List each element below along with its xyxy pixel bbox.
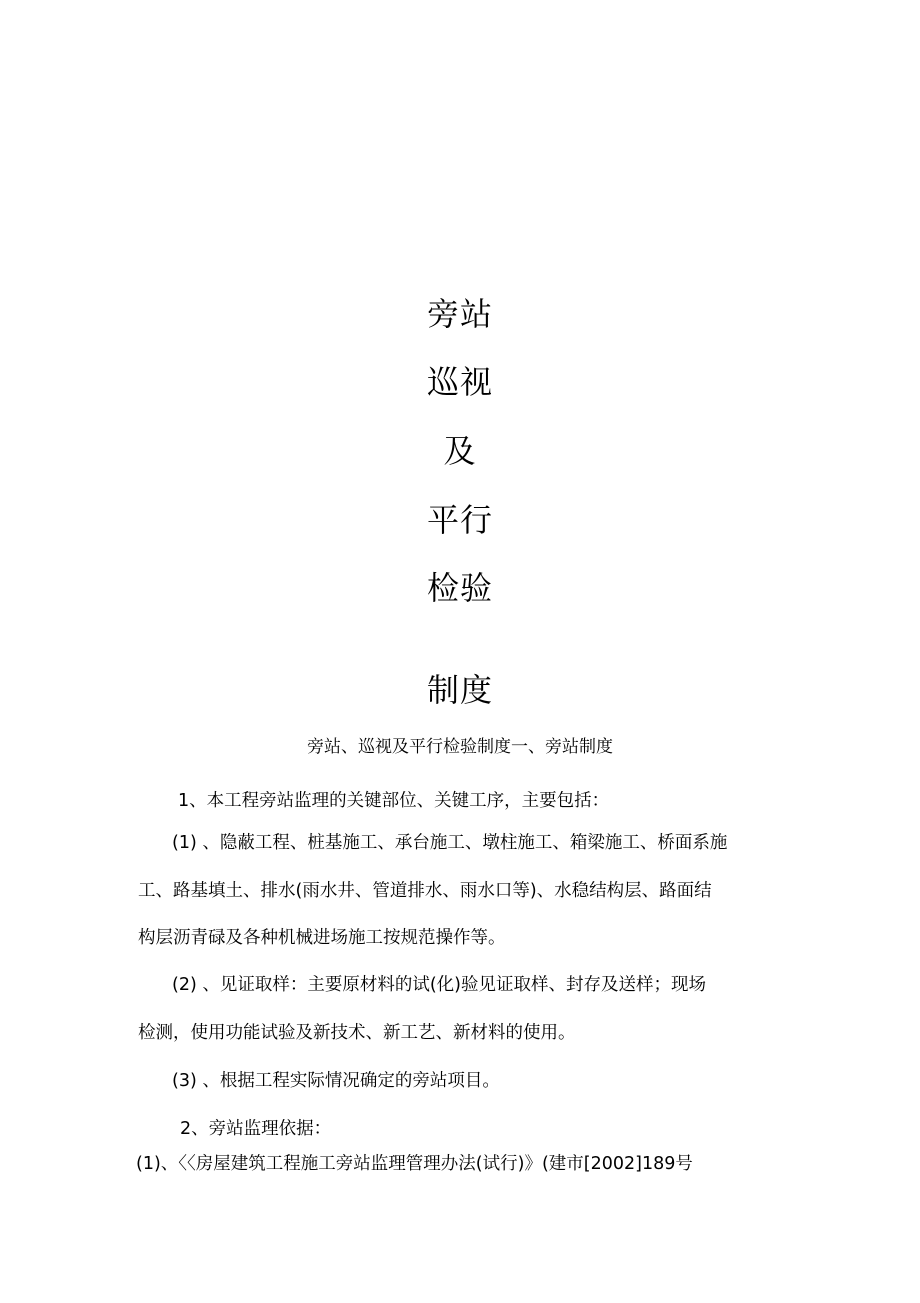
paragraph-3: 工、路基填土、排水(雨水井、管道排水、雨水口等)、水稳结构层、路面结 [138, 881, 712, 901]
title-line-2: 巡视 [426, 363, 493, 401]
document-subtitle: 旁站、巡视及平行检验制度一、旁站制度 [307, 737, 613, 757]
paragraph-6: 检测，使用功能试验及新技术、新工艺、新材料的使用。 [138, 1023, 576, 1043]
paragraph-5: (2) 、见证取样：主要原材料的试(化)验见证取样、封存及送样；现场 [172, 975, 707, 995]
title-line-4: 平行 [426, 501, 493, 539]
paragraph-8: 2、旁站监理依据： [180, 1119, 332, 1139]
title-line-3: 及 [443, 432, 477, 470]
paragraph-4: 构层沥青碌及各种机械进场施工按规范操作等。 [138, 928, 506, 948]
paragraph-9: (1)、〈〈房屋建筑工程施工旁站监理管理办法(试行)》(建市[2002]189号 [136, 1154, 693, 1174]
paragraph-1: 1、本工程旁站监理的关键部位、关键工序，主要包括： [178, 791, 610, 811]
paragraph-7: (3) 、根据工程实际情况确定的旁站项目。 [172, 1071, 500, 1091]
title-line-5: 检验 [426, 569, 493, 607]
title-line-6: 制度 [426, 671, 493, 709]
title-line-1: 旁站 [426, 295, 493, 333]
paragraph-2: (1) 、隐蔽工程、桩基施工、承台施工、墩柱施工、箱梁施工、桥面系施 [172, 833, 728, 853]
